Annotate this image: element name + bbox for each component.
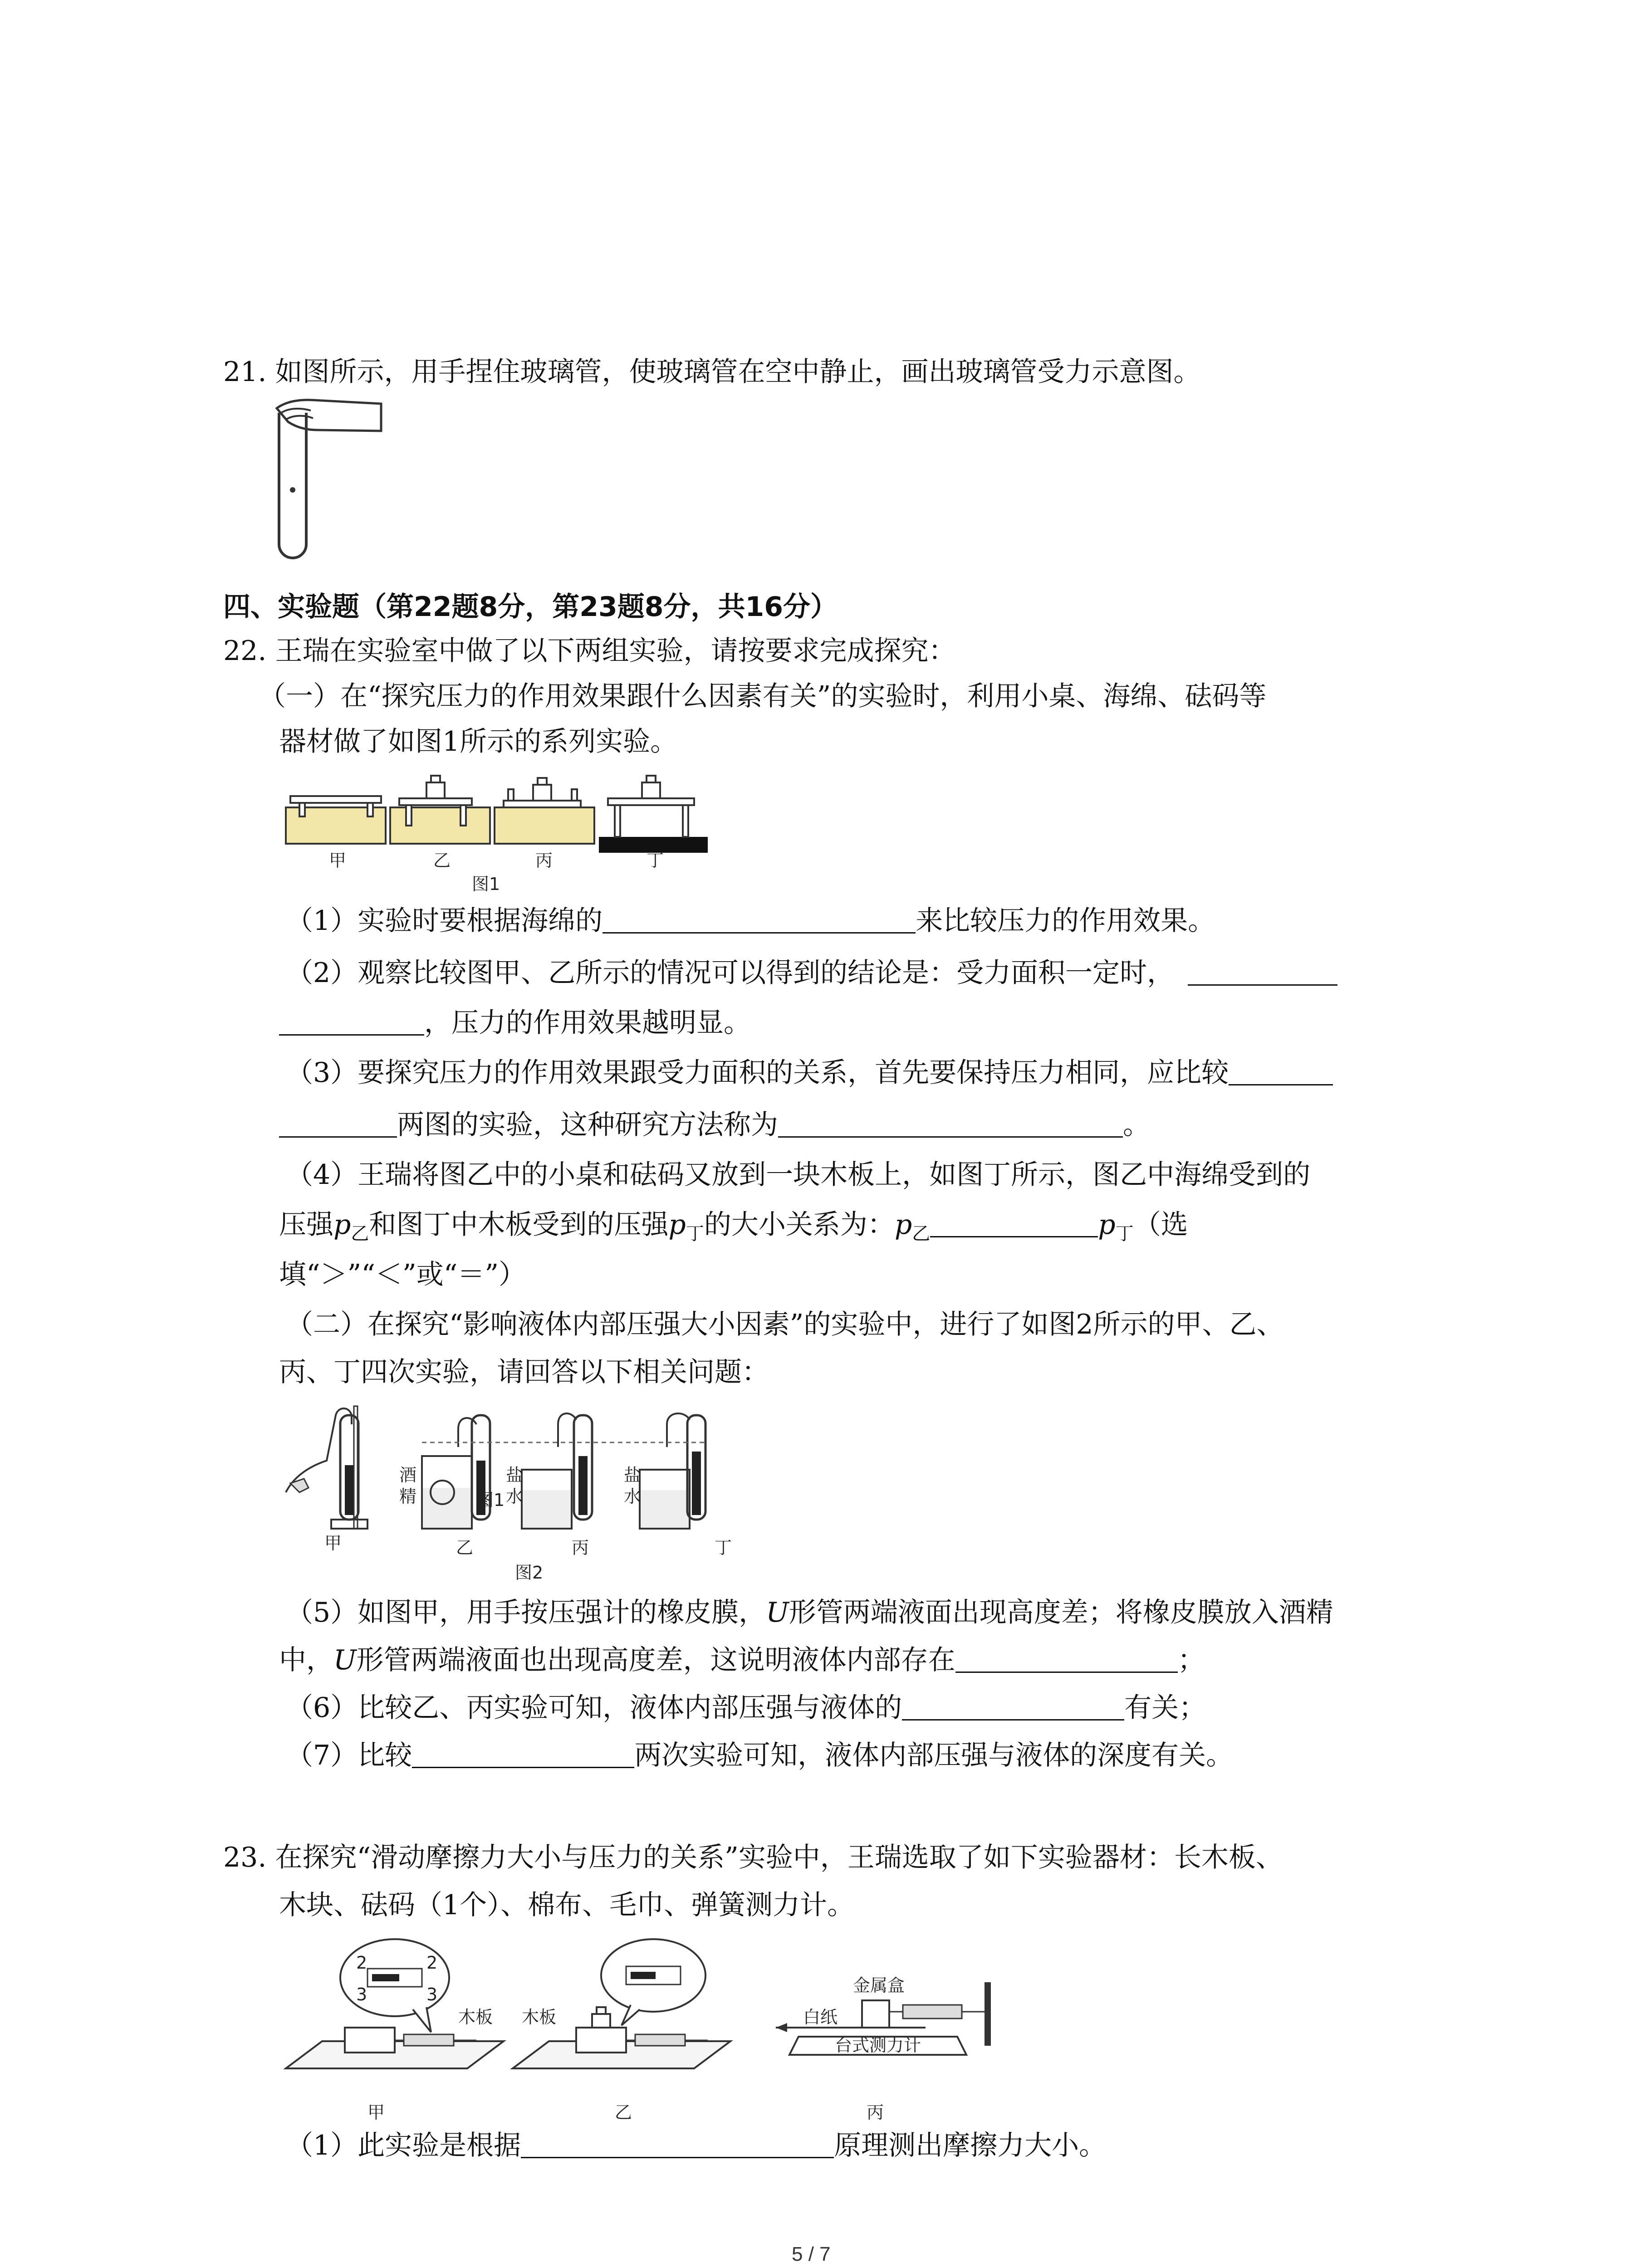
q22-s4-blank[interactable]: [930, 1209, 1098, 1237]
q23-s1: [286, 2127, 1106, 2164]
q22-s5-u-var: U: [333, 1644, 357, 1676]
q22-s7-blank[interactable]: [412, 1740, 634, 1768]
q22-s3-line2: [279, 1107, 1150, 1143]
q22-s4-p-var: p: [894, 1209, 912, 1241]
q23-s1-a: （1）此实验是根据: [286, 2130, 521, 2161]
q22-s7-b: 两次实验可知，液体内部压强与液体的深度有关。: [634, 1740, 1234, 1771]
q22-s5-line2: [279, 1642, 1205, 1678]
fig2-liquid-label-3: 盐: [506, 1465, 524, 1485]
fig2-label-yi: 乙: [456, 1538, 474, 1558]
q23-board-label-yi: 木板: [522, 2007, 557, 2027]
figure-1: [281, 771, 712, 898]
q22-part1-line2: 器材做了如图1所示的系列实验。: [279, 726, 678, 758]
fig1-label-ding: 丁: [647, 850, 664, 870]
q22-s2-blank-part1[interactable]: [1188, 957, 1337, 986]
q22-s2-b: ，压力的作用效果越明显。: [424, 1007, 751, 1039]
q22-part2-line2: 丙、丁四次实验，请回答以下相关问题：: [279, 1356, 769, 1388]
q23-label-yi: 乙: [615, 2102, 632, 2122]
fig2-inner-caption: 图1: [476, 1490, 505, 1510]
q22-s7-a: （7）比较: [286, 1740, 412, 1771]
fig2-liquid-label-4: 水: [506, 1486, 524, 1506]
fig2-caption: 图2: [515, 1563, 544, 1583]
q23-label-jia: 甲: [367, 2102, 385, 2122]
q22-s4-line2: [279, 1207, 1188, 1252]
q22-s6-blank[interactable]: [902, 1692, 1124, 1721]
q22-s4-b3: 的大小关系为：: [704, 1209, 895, 1241]
q22-s3-blank-part2[interactable]: [279, 1109, 397, 1138]
q22-s2-a: （2）观察比较图甲、乙所示的情况可以得到的结论是：受力面积一定时，: [286, 957, 1175, 989]
q23-s1-blank[interactable]: [521, 2130, 834, 2158]
q22-s6: [286, 1690, 1206, 1726]
q22-s3-a: （3）要探究压力的作用效果跟受力面积的关系，首先要保持压力相同，应比较: [286, 1057, 1229, 1089]
q23-box-label: 金属盒: [853, 1975, 905, 1995]
q22-s4-line3: 填“＞”“＜”或“＝”）: [279, 1259, 526, 1290]
q22-s3-b: 两图的实验，这种研究方法称为: [397, 1109, 778, 1141]
fig1-label-bing: 丙: [535, 850, 553, 870]
q22-s4-line1: （4）王瑞将图乙中的小桌和砝码又放到一块木板上，如图丁所示，图乙中海绵受到的: [286, 1159, 1311, 1191]
fig2-liquid-label-2: 精: [399, 1486, 417, 1506]
q22-s2-line2: [279, 1005, 751, 1041]
q22-s3-blank-part1[interactable]: [1229, 1057, 1333, 1085]
q22-s1-blank[interactable]: [603, 905, 916, 934]
fig1-label-yi: 乙: [433, 850, 451, 870]
q22-s3-c: 。: [1123, 1109, 1150, 1141]
q22-s5-b2: 形管两端液面也出现高度差，这说明液体内部存在: [356, 1644, 955, 1676]
q23-paper-label: 白纸: [803, 2007, 838, 2027]
q22-s1-a: （1）实验时要根据海绵的: [286, 905, 603, 937]
q22-part1-line1: （一）在“探究压力的作用效果跟什么因素有关”的实验时，利用小桌、海绵、砝码等: [259, 680, 1267, 712]
q22-intro: 22. 王瑞在实验室中做了以下两组实验，请按要求完成探究：: [223, 635, 956, 667]
q21-glass-tube-figure: [268, 395, 386, 562]
fig2-label-jia: 甲: [324, 1533, 342, 1553]
q23-label-bing: 丙: [867, 2102, 884, 2122]
q22-s4-p-var: p: [668, 1209, 686, 1241]
q22-s5-line1: [286, 1594, 1333, 1631]
q22-s5-a2: 形管两端液面出现高度差；将橡皮膜放入酒精: [789, 1597, 1333, 1628]
fig2-liquid-label-5: 盐: [624, 1465, 642, 1485]
q22-s4-b2: 和图丁中木板受到的压强: [369, 1209, 669, 1241]
q22-s4-p-var: p: [1098, 1209, 1116, 1241]
page-number: 5 / 7: [792, 2243, 831, 2265]
q22-s4-b1: 压强: [279, 1209, 333, 1241]
q23-scale-num: 2: [426, 1953, 438, 1973]
q23-scale-num: 2: [356, 1953, 367, 1973]
q22-s7: [286, 1737, 1233, 1774]
q22-s5-b1: 中，: [279, 1644, 333, 1676]
q22-s5-b3: ；: [1177, 1644, 1205, 1676]
q22-s2-line1: [286, 955, 1337, 991]
q23-scale-num: 3: [356, 1984, 367, 2004]
q23-scale-num: 3: [426, 1984, 438, 2004]
q22-s3-line1: [286, 1055, 1333, 1091]
q22-s4-b4: （选: [1133, 1209, 1188, 1241]
q23-s1-b: 原理测出摩擦力大小。: [834, 2130, 1107, 2161]
q22-s3-blank-method[interactable]: [778, 1109, 1123, 1138]
q22-s6-a: （6）比较乙、丙实验可知，液体内部压强与液体的: [286, 1692, 902, 1724]
fig2-liquid-label-1: 酒: [399, 1465, 417, 1485]
fig1-label-jia: 甲: [329, 850, 347, 870]
figure-2: [277, 1397, 785, 1588]
q22-part2-line1: （二）在探究“影响液体内部压强大小因素”的实验中，进行了如图2所示的甲、乙、: [286, 1309, 1284, 1340]
q22-s4-sub-ding: 丁: [1115, 1223, 1134, 1244]
q22-s4-sub-yi: 乙: [912, 1223, 931, 1244]
q23-board-label-jia: 木板: [458, 2007, 493, 2027]
q22-s4-sub-ding: 丁: [686, 1223, 704, 1244]
q23-meter-label: 台式测力计: [835, 2035, 921, 2055]
fig1-caption: 图1: [472, 874, 500, 894]
q22-s6-b: 有关；: [1124, 1692, 1206, 1724]
section-title: 四、实验题（第22题8分，第23题8分，共16分）: [223, 591, 838, 623]
q22-s5-u-var: U: [766, 1597, 789, 1628]
q21-text: 21. 如图所示，用手捏住玻璃管，使玻璃管在空中静止，画出玻璃管受力示意图。: [223, 356, 1201, 388]
q22-s1: [286, 903, 1215, 939]
q22-s1-b: 来比较压力的作用效果。: [916, 905, 1215, 937]
q22-s5-blank[interactable]: [955, 1644, 1178, 1673]
q22-s4-p-var: p: [333, 1209, 351, 1241]
fig2-liquid-label-6: 水: [624, 1486, 642, 1506]
q22-s4-sub-yi: 乙: [351, 1223, 369, 1244]
q22-s2-blank-part2[interactable]: [279, 1007, 424, 1036]
fig2-label-ding: 丁: [715, 1538, 732, 1558]
q23-figure: [277, 1937, 1048, 2127]
q22-s5-a1: （5）如图甲，用手按压强计的橡皮膜，: [286, 1597, 766, 1628]
q23-line1: 23. 在探究“滑动摩擦力大小与压力的关系”实验中，王瑞选取了如下实验器材：长木板、: [223, 1842, 1283, 1873]
q23-line2: 木块、砝码（1个）、棉布、毛巾、弹簧测力计。: [279, 1889, 855, 1921]
fig2-label-bing: 丙: [572, 1538, 589, 1558]
